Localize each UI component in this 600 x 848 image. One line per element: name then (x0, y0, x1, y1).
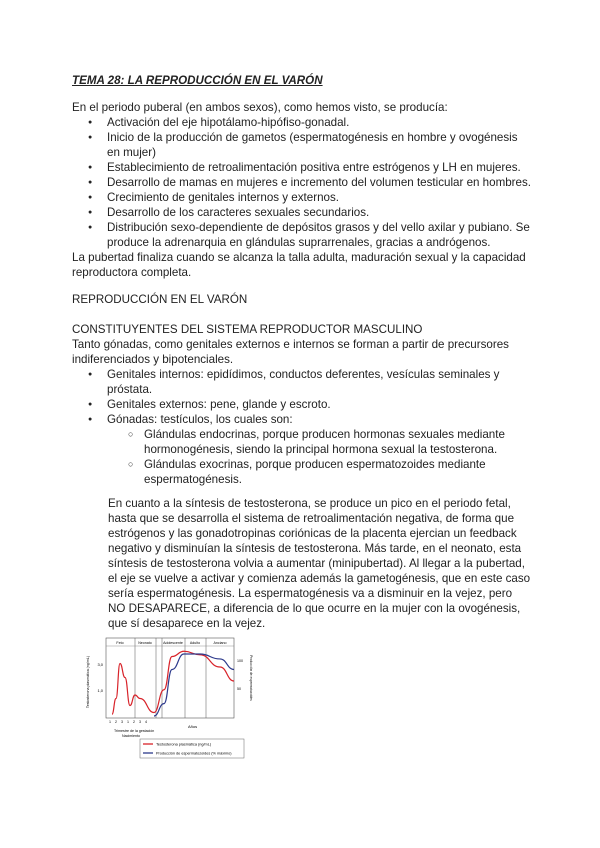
legend-label: Testosterona plasmática (ng/mL) (156, 742, 212, 747)
x-tick-label: 3 (121, 720, 123, 724)
sub-list-item: ○ Glándulas endocrinas, porque producen hormonas sexuales mediante hormonogénesis, siendo la principal hormona sexual la testosterona. (72, 427, 532, 457)
phase-label: Feto (116, 641, 124, 645)
right-tick-label: 50 (237, 687, 241, 691)
x-tick-label: 2 (115, 720, 117, 724)
x-tick-label: 1 (109, 720, 111, 724)
list-item: ● Distribución sexo-dependiente de depósitos grasos y del vello axilar y pubiano. Se produce la adrenarquia en glándulas suprarrenales, gracias a andrógenos. (72, 220, 532, 250)
series-testosterone-line (112, 651, 234, 714)
y-tick-label: 3,0 (97, 662, 103, 667)
page-title: TEMA 28: LA REPRODUCCIÓN EN EL VARÓN (72, 74, 323, 87)
constituents-intro: Tanto gónadas, como genitales externos e internos se forman a partir de precursores indiferenciados y bipotenciales. (72, 338, 509, 366)
gonad-types-list (72, 427, 532, 487)
intro-text: En el periodo puberal (en ambos sexos), como hemos visto, se producía: (72, 101, 448, 114)
list-item: ● Crecimiento de genitales internos y externos. (72, 190, 532, 205)
phase-label: Adulto (189, 641, 201, 645)
list-item: ● Gónadas: testículos, los cuales son: (72, 412, 532, 427)
list-item: ● Genitales internos: epidídimos, conductos deferentes, vesículas seminales y próstata. (72, 367, 532, 397)
phase-label: Adolescente (163, 641, 183, 645)
subsection-heading: CONSTITUYENTES DEL SISTEMA REPRODUCTOR MASCULINO (72, 323, 423, 336)
list-item: ● Desarrollo de los caracteres sexuales secundarios. (72, 205, 532, 220)
chart-svg (80, 632, 260, 760)
section-heading: REPRODUCCIÓN EN EL VARÓN (72, 293, 248, 306)
section-heading-reproduccion (72, 292, 532, 307)
x-axis-title-right: Años (188, 724, 198, 729)
phase-label: Neonato (138, 641, 152, 645)
list-item: ● Desarrollo de mamas en mujeres e incremento del volumen testicular en hombres. (72, 175, 532, 190)
x-axis-title-mid: Nacimiento (122, 734, 140, 738)
testosterone-chart (80, 632, 260, 760)
sub-list-item: ○ Glándulas exocrinas, porque producen espermatozoides mediante espermatogénesis. (72, 457, 532, 487)
list-item: ● Activación del eje hipotálamo-hipófiso-gonadal. (72, 115, 532, 130)
puberty-list (72, 115, 532, 250)
testosterone-paragraph: En cuanto a la síntesis de testosterona, se produce un pico en el periodo fetal, hasta que se desarrolla el sistema de retroalimentación negativa, de forma que estrógenos y las gonadotropinas coriónicas de la placenta ejercian un feedback negativo y disminuían la síntesis de testosterona. Más tarde, en el neonato, esta síntesis de testosterona volvia a aumentar (minipubertad). Al llegar a la pubertad, el eje se vuelve a activar y comienza además la gametogénesis, que en este caso sería espermatogénesis. La espermatogénesis va a disminuir en la vejez, pero NO DESAPARECE, a diferencia de lo que ocurre en la mujer con la ovogénesis, que sí desaparece en la vejez. (108, 497, 531, 630)
x-tick-label: 3 (139, 720, 141, 724)
puberty-end-text: La pubertad finaliza cuando se alcanza la talla adulta, maduración sexual y la capacidad reproductora completa. (72, 251, 526, 279)
right-axis-title: Producción de espermatozoides (249, 655, 253, 701)
constituents-section (72, 322, 532, 487)
x-tick-label: 2 (133, 720, 135, 724)
legend-label: Producción de espermatozoides (% máximo) (156, 751, 232, 756)
x-tick-label: 4 (145, 720, 147, 724)
list-item: ● Genitales externos: pene, glande y escroto. (72, 397, 532, 412)
intro-section (72, 100, 532, 280)
constituents-list (72, 367, 532, 427)
list-item: ● Establecimiento de retroalimentación positiva entre estrógenos y LH en mujeres. (72, 160, 532, 175)
x-ticks (109, 720, 147, 724)
list-item: ● Inicio de la producción de gametos (espermatogénesis en hombre y ovogénesis en mujer) (72, 130, 532, 160)
phase-label: Anciano (213, 641, 227, 645)
x-tick-label: 1 (127, 720, 129, 724)
y-tick-label: 1,0 (97, 688, 103, 693)
right-tick-label: 100 (237, 659, 243, 663)
y-axis-title: Testosterona plasmática (ng/mL) (86, 655, 90, 709)
x-axis-title-left: Trimestre de la gestación (114, 729, 155, 733)
